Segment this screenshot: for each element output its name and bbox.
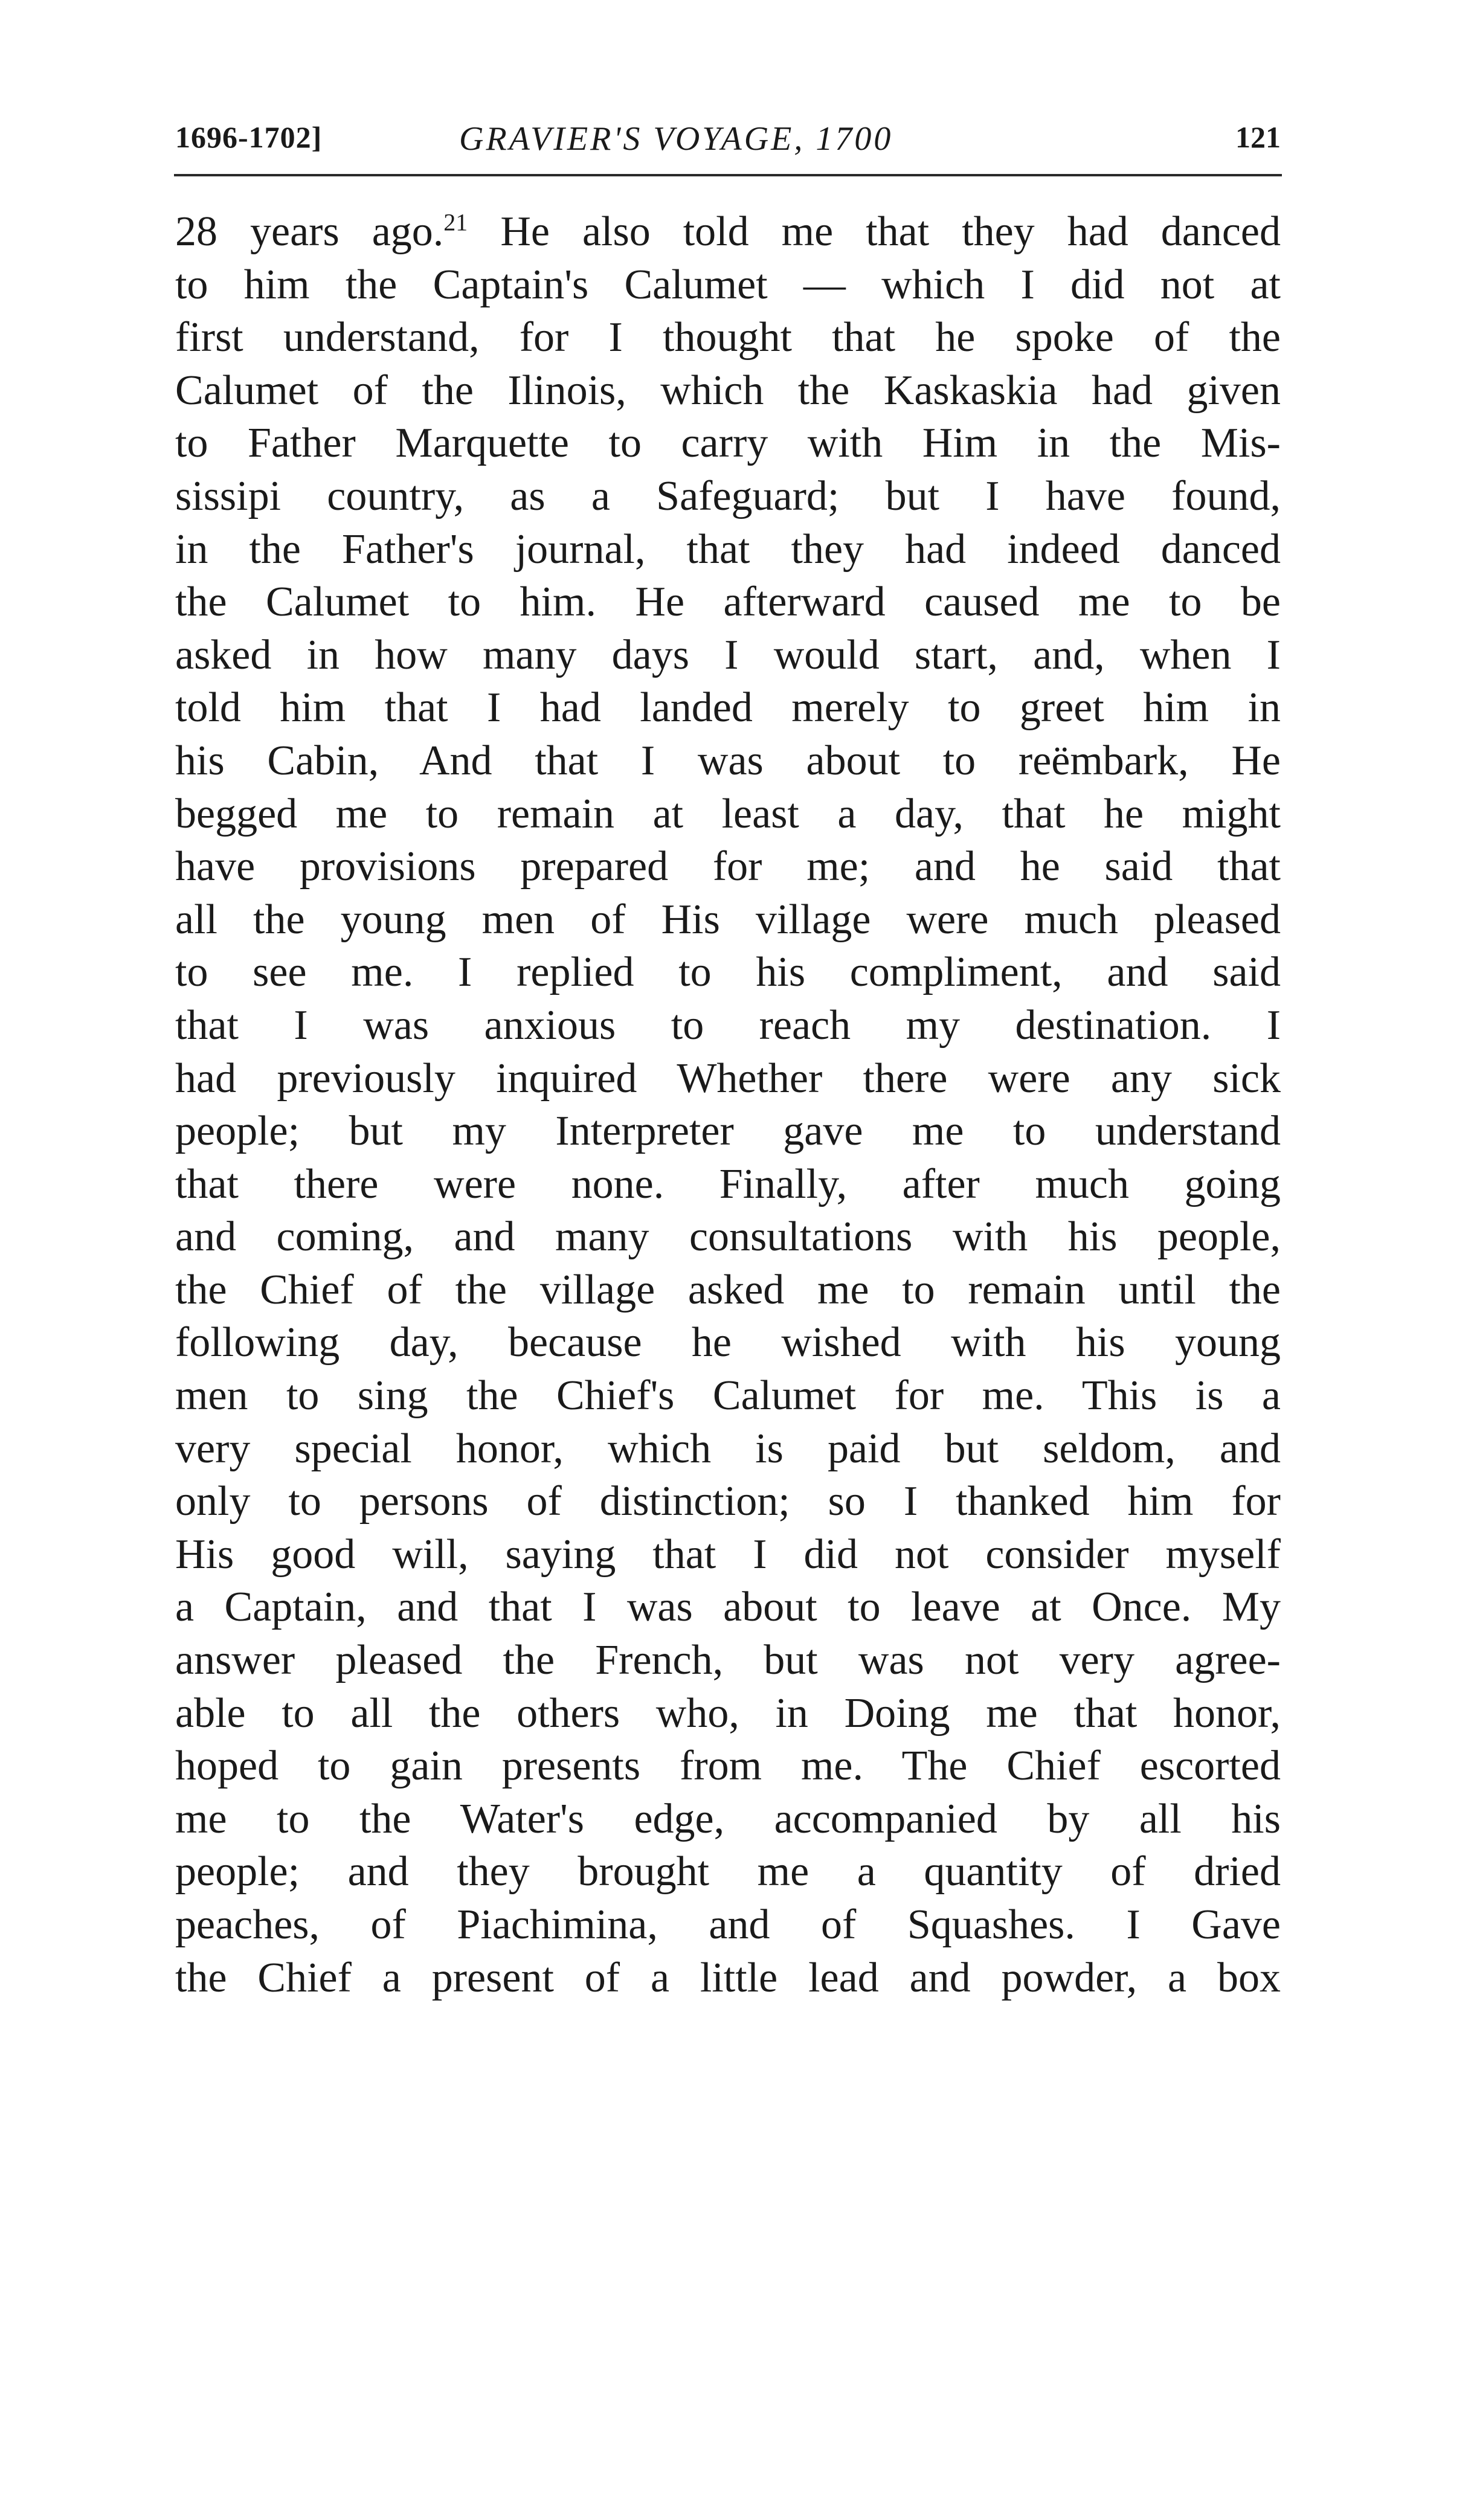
line-text: sissipi country, as a Safeguard; but I have found, [175,472,1281,519]
text-line [175,1528,1281,1581]
line-text: the Chief of the village asked me to remain until the [175,1266,1281,1313]
text-line [175,946,1281,999]
text-line [175,1793,1281,1846]
line-text: men to sing the Chief's Calumet for me. This is a [175,1372,1281,1419]
line-text: to Father Marquette to carry with Him in the Mis- [175,420,1281,467]
text-line [175,523,1281,576]
line-text: his Cabin, And that I was about to reëmbark, He [175,737,1281,784]
line-text: all the young men of His village were much pleased [175,896,1281,943]
text-line [175,893,1281,947]
line-text: have provisions prepared for me; and he said that [175,843,1281,890]
text-line [175,1422,1281,1476]
text-line [175,1105,1281,1158]
running-head-date-range: 1696-1702] [175,120,323,154]
line-text: that I was anxious to reach my destination. I [175,1001,1281,1049]
text-line [175,1158,1281,1211]
text-line [175,364,1281,417]
line-text: and coming, and many consultations with his people, [175,1213,1281,1261]
line-text: asked in how many days I would start, and, when I [175,631,1281,678]
line-text: Calumet of the Ilinois, which the Kaskaskia had given [175,367,1281,414]
text-line [175,681,1281,734]
line-text: the Calumet to him. He afterward caused me to be [175,579,1281,626]
text-line [175,470,1281,523]
line-text: first understand, for I thought that he spoke of the [175,314,1281,361]
text-line [175,788,1281,841]
body-text [175,205,1281,2004]
text-line [175,1316,1281,1369]
text-line [175,1634,1281,1687]
text-line [175,999,1281,1052]
text-line [175,1740,1281,1793]
text-line [175,1475,1281,1528]
line-text: a Captain, and that I was about to leave at Once. My [175,1584,1281,1631]
text-line [175,1210,1281,1264]
text-line [175,1952,1281,2005]
line-text: people; but my Interpreter gave me to understand [175,1108,1281,1155]
running-head-title: GRAVIER'S VOYAGE, 1700 [459,120,893,158]
text-line [175,734,1281,788]
line-text: very special honor, which is paid but seldom, and [175,1425,1281,1472]
page-number: 121 [1235,120,1281,154]
text-line [175,205,1281,259]
text-line [175,1369,1281,1422]
line-text: told him that I had landed merely to greet him in [175,684,1281,731]
line-text: able to all the others who, in Doing me that honor, [175,1689,1281,1737]
line-text: had previously inquired Whether there were any sick [175,1055,1281,1102]
line-text: begged me to remain at least a day, that he might [175,790,1281,837]
line-text: in the Father's journal, that they had indeed danced [175,526,1281,573]
text-line [175,840,1281,893]
text-line [175,1898,1281,1952]
text-line [175,1845,1281,1898]
line-text: only to persons of distinction; so I thanked him for [175,1478,1281,1525]
footnote-marker: 21 [443,208,468,236]
line-text: His good will, saying that I did not consider myself [175,1531,1281,1578]
line-text: hoped to gain presents from me. The Chief escorted [175,1743,1281,1790]
running-head [175,120,1281,163]
line-text-rest: He also told me that they had danced [468,208,1281,255]
text-line [175,1052,1281,1105]
text-line [175,1687,1281,1740]
text-line [175,629,1281,682]
line-text: that there were none. Finally, after much going [175,1160,1281,1207]
line-text: 28 years ago. [175,208,444,255]
line-text: to see me. I replied to his compliment, and said [175,949,1281,996]
text-line [175,417,1281,470]
line-text: answer pleased the French, but was not very agree- [175,1637,1281,1684]
line-text: peaches, of Piachimina, and of Squashes. I Gave [175,1901,1281,1948]
text-line [175,1581,1281,1634]
text-line [175,576,1281,629]
line-text: the Chief a present of a little lead and powder, a box [175,1954,1281,2001]
line-text: people; and they brought me a quantity of dried [175,1848,1281,1895]
text-line [175,1264,1281,1317]
line-text: to him the Captain's Calumet — which I did not at [175,261,1281,308]
header-rule [174,174,1282,176]
line-text: following day, because he wished with his young [175,1319,1281,1366]
text-line [175,311,1281,364]
text-line [175,259,1281,312]
line-text: me to the Water's edge, accompanied by all his [175,1795,1281,1842]
